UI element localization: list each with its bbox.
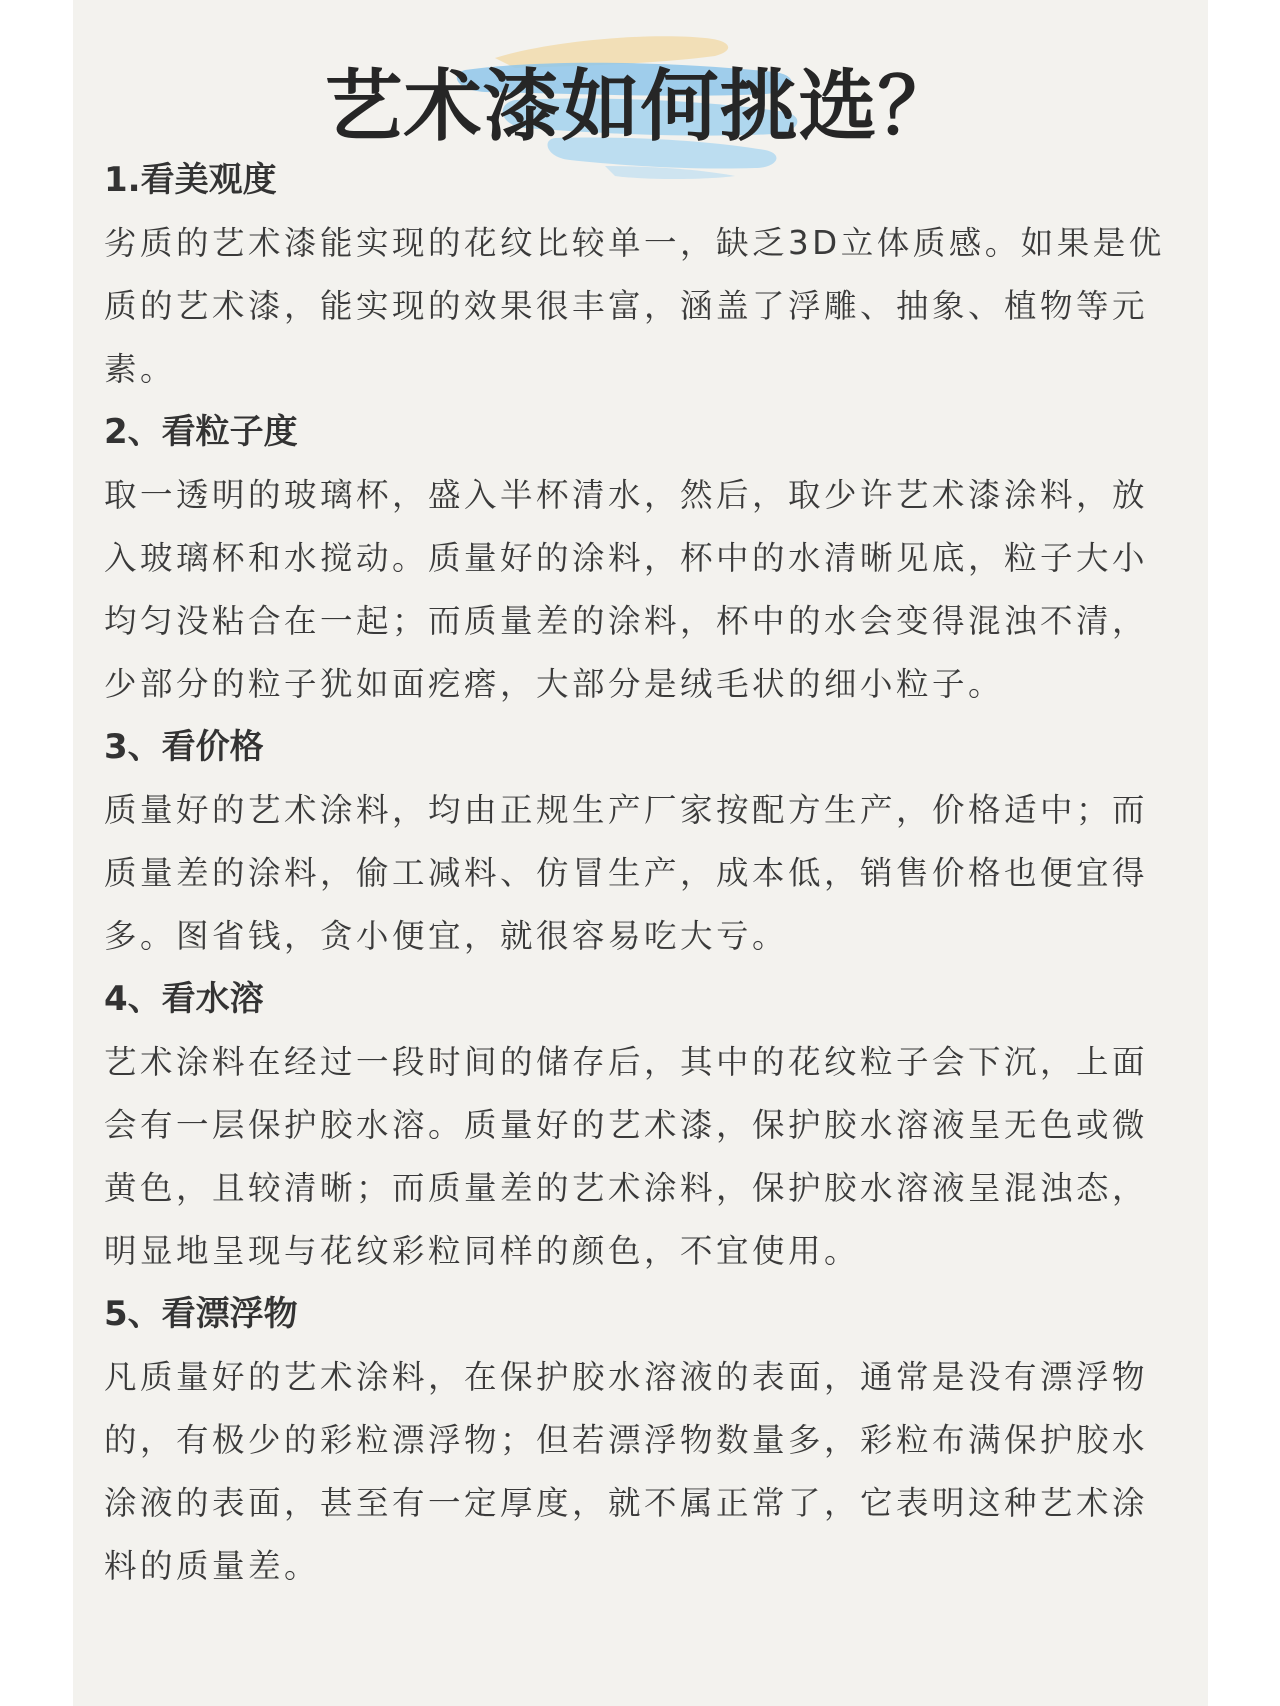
section-3: [104, 716, 1166, 968]
section-4: [104, 968, 1166, 1283]
section-body: 艺术涂料在经过一段时间的储存后，其中的花纹粒子会下沉，上面会有一层保护胶水溶。质量好的艺术漆，保护胶水溶液呈无色或微黄色，且较清晰；而质量差的艺术涂料，保护胶水溶液呈混浊态，明显地呈现与花纹彩粒同样的颜色，不宜使用。: [104, 1043, 1149, 1270]
article-content: [104, 149, 1166, 1598]
section-heading: 1.看美观度: [104, 160, 277, 200]
page-title: 艺术漆如何挑选？: [324, 62, 957, 152]
section-5: [104, 1283, 1166, 1598]
section-body: 取一透明的玻璃杯，盛入半杯清水，然后，取少许艺术漆涂料，放入玻璃杯和水搅动。质量好的涂料，杯中的水清晰见底，粒子大小均匀没粘合在一起；而质量差的涂料，杯中的水会变得混浊不清，少部分的粒子犹如面疙瘩，大部分是绒毛状的细小粒子。: [104, 476, 1149, 703]
section-heading: 5、看漂浮物: [104, 1294, 298, 1334]
section-heading: 3、看价格: [104, 727, 264, 767]
section-heading: 2、看粒子度: [104, 412, 298, 452]
section-body: 凡质量好的艺术涂料，在保护胶水溶液的表面，通常是没有漂浮物的，有极少的彩粒漂浮物；但若漂浮物数量多，彩粒布满保护胶水涂液的表面，甚至有一定厚度，就不属正常了，它表明这种艺术涂料的质量差。: [104, 1358, 1149, 1585]
section-body: 劣质的艺术漆能实现的花纹比较单一，缺乏3D立体质感。如果是优质的艺术漆，能实现的效果很丰富，涵盖了浮雕、抽象、植物等元素。: [104, 224, 1165, 388]
section-heading: 4、看水溶: [104, 979, 264, 1019]
section-2: [104, 401, 1166, 716]
section-1: [104, 149, 1166, 401]
section-body: 质量好的艺术涂料，均由正规生产厂家按配方生产，价格适中；而质量差的涂料，偷工减料、仿冒生产，成本低，销售价格也便宜得多。图省钱，贪小便宜，就很容易吃大亏。: [104, 791, 1149, 955]
